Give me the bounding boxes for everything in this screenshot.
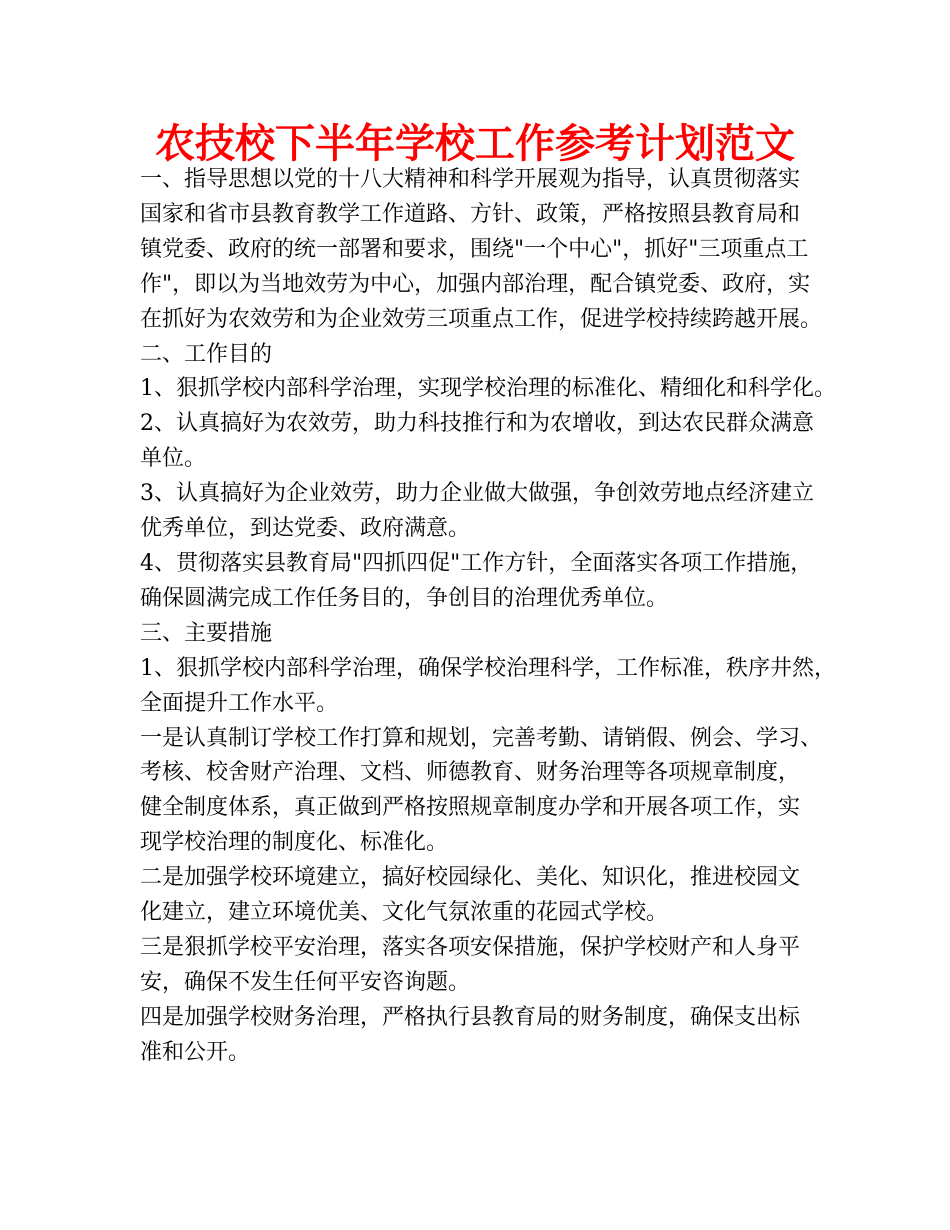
text-line: 3、认真搞好为企业效劳，助力企业做大做强，争创效劳地点经济建立 [140, 481, 814, 507]
text-line: 化建立，建立环境优美、文化气氛浓重的花园式学校。 [140, 900, 669, 926]
text-line: 安，确保不发生任何平安咨询题。 [140, 969, 471, 995]
text-line: 作"，即以为当地效劳为中心，加强内部治理，配合镇党委、政府，实 [140, 271, 811, 297]
page-title: 农技校下半年学校工作参考计划范文 [155, 121, 795, 167]
text-line: 四是加强学校财务治理，严格执行县教育局的财务制度，确保支出标 [140, 1004, 801, 1030]
text-line: 全面提升工作水平。 [140, 690, 339, 716]
text-line: 国家和省市县教育教学工作道路、方针、政策，严格按照县教育局和 [140, 201, 801, 227]
text-line: 考核、校舍财产治理、文档、师德教育、财务治理等各项规章制度， [140, 760, 801, 786]
text-line: 4、贯彻落实县教育局"四抓四促"工作方针，全面落实各项工作措施， [140, 550, 813, 576]
text-line: 1、狠抓学校内部科学治理，确保学校治理科学，工作标准，秩序井然， [140, 655, 836, 681]
text-line: 准和公开。 [140, 1039, 251, 1065]
text-line: 优秀单位，到达党委、政府满意。 [140, 516, 471, 542]
text-line: 三是狠抓学校平安治理，落实各项安保措施，保护学校财产和人身平 [140, 934, 801, 960]
text-line: 现学校治理的制度化、标准化。 [140, 830, 449, 856]
text-line: 确保圆满完成工作任务目的，争创目的治理优秀单位。 [140, 585, 669, 611]
text-line: 2、认真搞好为农效劳，助力科技推行和为农增收，到达农民群众满意 [140, 411, 814, 437]
text-line: 二是加强学校环境建立，搞好校园绿化、美化、知识化，推进校园文 [140, 865, 801, 891]
section-heading: 二、工作目的 [140, 341, 273, 367]
text-line: 镇党委、政府的统一部署和要求，围绕"一个中心"，抓好"三项重点工 [140, 236, 809, 262]
text-line: 一是认真制订学校工作打算和规划，完善考勤、请销假、例会、学习、 [140, 725, 823, 751]
text-line: 在抓好为农效劳和为企业效劳三项重点工作，促进学校持续跨越开展。 [140, 306, 823, 332]
text-line: 健全制度体系，真正做到严格按照规章制度办学和开展各项工作，实 [140, 795, 801, 821]
text-line: 1、狠抓学校内部科学治理，实现学校治理的标准化、精细化和科学化。 [140, 376, 836, 402]
document-body [140, 163, 836, 1071]
text-line: 单位。 [140, 446, 207, 472]
section-heading: 三、主要措施 [140, 620, 273, 646]
text-line: 一、指导思想以党的十八大精神和科学开展观为指导，认真贯彻落实 [140, 167, 801, 192]
